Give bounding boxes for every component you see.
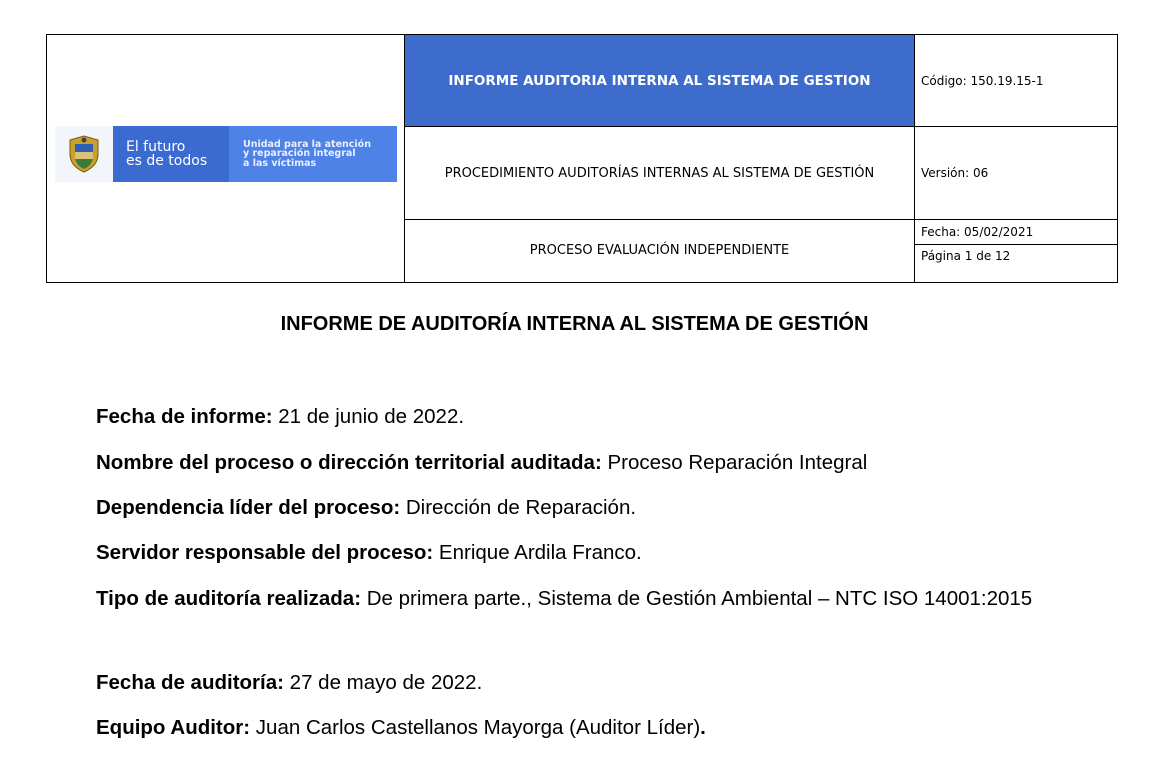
coat-of-arms-icon bbox=[55, 126, 113, 182]
logo-unit-line-3: a las víctimas bbox=[243, 157, 317, 169]
logo-cell bbox=[47, 35, 405, 283]
header-version: Versión: 06 bbox=[915, 127, 1118, 219]
header-title-main: INFORME AUDITORIA INTERNA AL SISTEMA DE GESTION bbox=[405, 35, 915, 127]
logo-unit-line-2: y reparación integral bbox=[243, 148, 356, 160]
field-value: Enrique Ardila Franco. bbox=[433, 541, 642, 564]
header-title-procedure: PROCEDIMIENTO AUDITORÍAS INTERNAS AL SISTEMA DE GESTIÓN bbox=[405, 127, 915, 219]
field-servidor-responsable bbox=[96, 541, 1086, 565]
field-label: Nombre del proceso o dirección territorial auditada: bbox=[96, 451, 602, 474]
field-fecha-informe bbox=[96, 405, 1086, 429]
logo-unit-name bbox=[229, 126, 397, 182]
logo-slogan bbox=[113, 126, 229, 182]
header-pagina: Página 1 de 12 bbox=[915, 244, 1118, 282]
institution-logo bbox=[55, 126, 397, 182]
field-nombre-proceso bbox=[96, 451, 1086, 475]
field-value: 21 de junio de 2022. bbox=[272, 405, 465, 428]
field-value: De primera parte., Sistema de Gestión Ambiental – NTC ISO 14001:2015 bbox=[361, 587, 1033, 610]
header-title-process: PROCESO EVALUACIÓN INDEPENDIENTE bbox=[405, 219, 915, 282]
field-label: Fecha de auditoría: bbox=[96, 671, 284, 694]
header-codigo: Código: 150.19.15-1 bbox=[915, 35, 1118, 127]
field-fecha-auditoria bbox=[96, 671, 1086, 695]
logo-slogan-line-1: El futuro bbox=[126, 139, 186, 155]
field-label: Equipo Auditor: bbox=[96, 716, 251, 739]
field-value: Proceso Reparación Integral bbox=[601, 451, 868, 474]
field-suffix: . bbox=[700, 716, 706, 739]
field-label: Servidor responsable del proceso: bbox=[96, 541, 434, 564]
logo-unit-line-1: Unidad para la atención bbox=[243, 138, 371, 150]
field-label: Fecha de informe: bbox=[96, 405, 273, 428]
logo-slogan-line-2: es de todos bbox=[126, 153, 208, 169]
field-value: 27 de mayo de 2022. bbox=[283, 671, 483, 694]
field-dependencia-lider bbox=[96, 496, 1086, 520]
field-label: Tipo de auditoría realizada: bbox=[96, 587, 362, 610]
header-fecha: Fecha: 05/02/2021 bbox=[915, 219, 1118, 244]
field-equipo-auditor bbox=[96, 716, 1086, 740]
field-tipo-auditoria bbox=[96, 587, 1071, 611]
field-value: Dirección de Reparación. bbox=[400, 496, 637, 519]
field-value: Juan Carlos Castellanos Mayorga (Auditor Líder) bbox=[250, 716, 701, 739]
document-title: INFORME DE AUDITORÍA INTERNA AL SISTEMA DE GESTIÓN bbox=[280, 313, 869, 335]
field-label: Dependencia líder del proceso: bbox=[96, 496, 401, 519]
document-header-table bbox=[46, 34, 1118, 283]
